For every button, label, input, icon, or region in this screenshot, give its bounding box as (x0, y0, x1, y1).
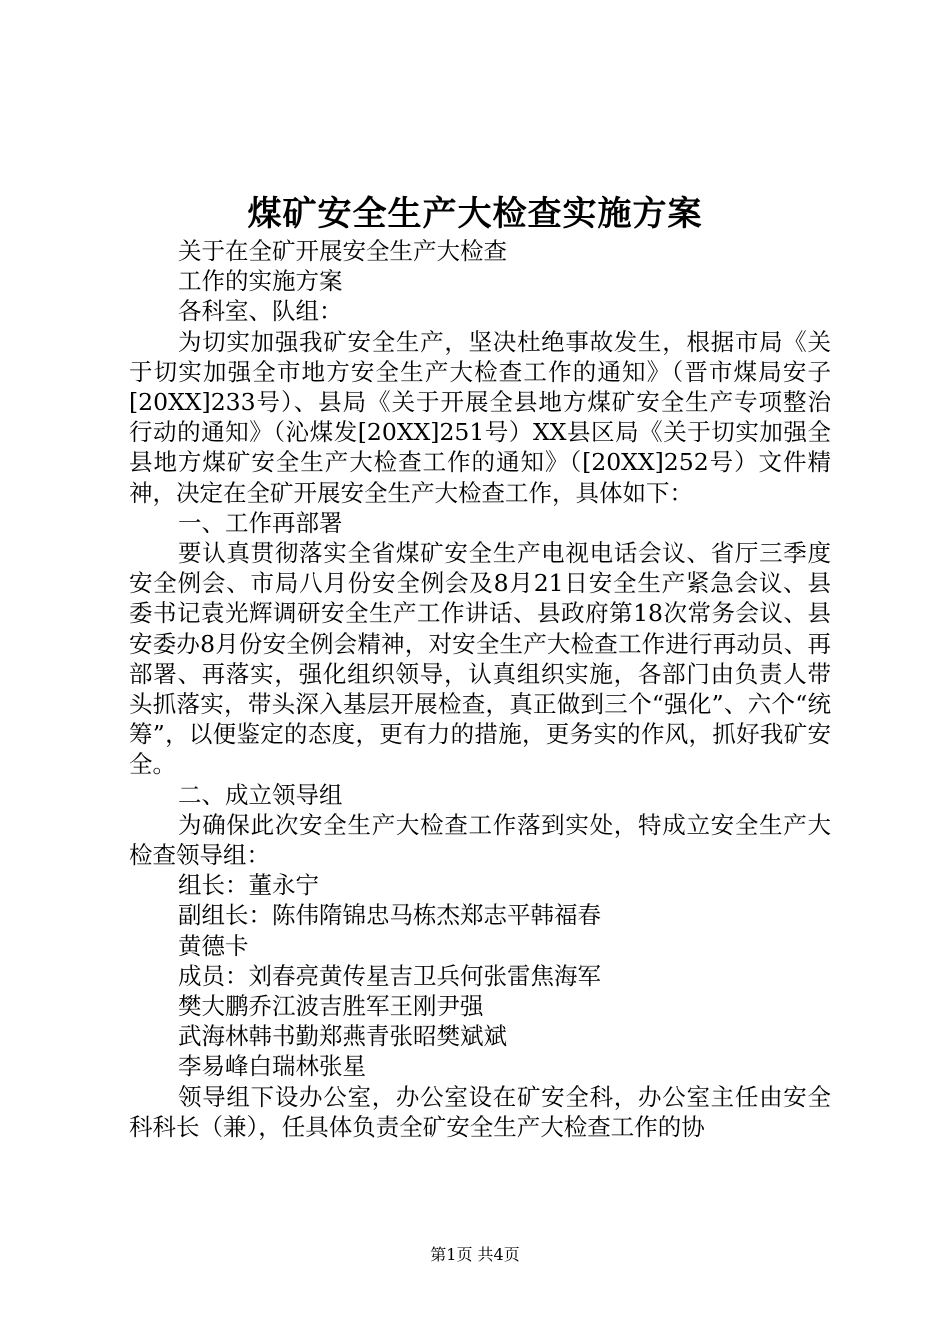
paragraph-deputy-leaders: 副组长：陈伟隋锦忠马栋杰郑志平韩福春 (178, 901, 601, 930)
paragraph-section-2: 为确保此次安全生产大检查工作落到实处，特成立安全生产大检查领导组： (129, 810, 831, 870)
paragraph-members-cont-2: 武海林韩书勤郑燕青张昭樊斌斌 (178, 1022, 507, 1051)
section-heading-2: 二、成立领导组 (178, 780, 343, 809)
section-heading-1: 一、工作再部署 (178, 508, 343, 537)
paragraph-subject-line-2: 工作的实施方案 (178, 267, 343, 296)
document-body (129, 236, 831, 1142)
paragraph-office: 领导组下设办公室，办公室设在矿安全科，办公室主任由安全科科长（兼），任具体负责全矿安全生产大检查工作的协 (129, 1082, 831, 1141)
paragraph-addressee: 各科室、队组： (178, 297, 343, 326)
paragraph-deputy-leaders-cont: 黄德卡 (178, 931, 249, 960)
document-title: 煤矿安全生产大检查实施方案 (247, 194, 703, 234)
paragraph-subject-line-1: 关于在全矿开展安全生产大检查 (178, 237, 507, 265)
paragraph-members-cont-3: 李易峰白瑞林张星 (178, 1052, 366, 1081)
paragraph-leader: 组长：董永宁 (178, 871, 319, 900)
paragraph-members-cont-1: 樊大鹏乔江波吉胜军王刚尹强 (178, 992, 484, 1021)
page-number-footer: 第1页 共4页 (430, 1245, 520, 1264)
paragraph-intro: 为切实加强我矿安全生产，坚决杜绝事故发生，根据市局《关于切实加强全市地方安全生产大检查工作的通知》（晋市煤局安子[20XX]233号）、县局《关于开展全县地方煤矿安全生产专项整治行动的通知》（沁煤发[20XX]251号）XX县区局《关于切实加强全县地方煤矿安全生产大检查工作的通知》（[20XX]252号）文件精神，决定在全矿开展安全生产大检查工作，具体如下： (129, 327, 831, 507)
paragraph-section-1: 要认真贯彻落实全省煤矿安全生产电视电话会议、省厅三季度安全例会、市局八月份安全例会及8月21日安全生产紧急会议、县委书记袁光辉调研安全生产工作讲话、县政府第18次常务会议、县安委办8月份安全例会精神，对安全生产大检查工作进行再动员、再部署、再落实，强化组织领导，认真组织实施，各部门由负责人带头抓落实，带头深入基层开展检查，真正做到三个“强化”、六个“统筹”，以便鉴定的态度，更有力的措施，更务实的作风，抓好我矿安全。 (129, 539, 831, 779)
paragraph-members: 成员：刘春亮黄传星吉卫兵何张雷焦海军 (178, 961, 601, 990)
